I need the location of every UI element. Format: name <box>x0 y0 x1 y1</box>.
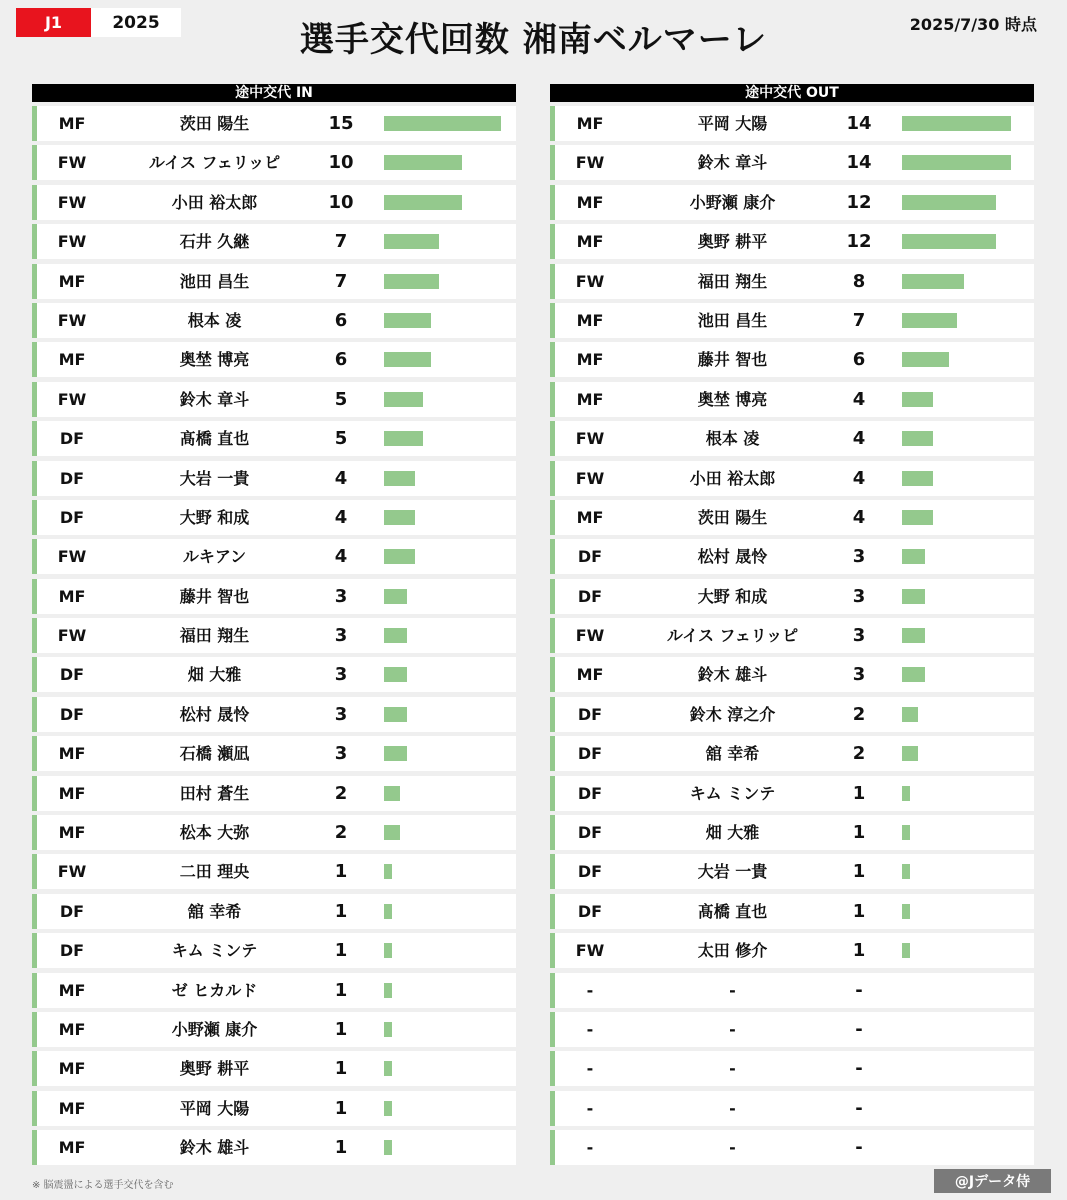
player-name: 藤井 智也 <box>179 586 250 606</box>
count-label: - <box>855 1097 863 1119</box>
sub-out-row <box>550 500 1034 535</box>
sub-out-row <box>550 815 1034 850</box>
count-label: 2 <box>334 822 348 844</box>
sub-in-bar <box>384 352 431 367</box>
sub-out-row <box>550 973 1034 1008</box>
sub-in-row <box>32 224 516 259</box>
sub-in-row <box>32 657 516 692</box>
count-label: - <box>855 1137 863 1159</box>
count-label: 1 <box>852 940 866 962</box>
sub-in-bar <box>384 943 392 958</box>
sub-out-row <box>550 421 1034 456</box>
sub-out-row <box>550 224 1034 259</box>
sub-in-bar <box>384 274 439 289</box>
count-label: 3 <box>334 585 348 607</box>
player-name: 鈴木 章斗 <box>179 389 250 409</box>
sub-out-row <box>550 1091 1034 1126</box>
sub-out-row <box>550 264 1034 299</box>
panel-sub-in <box>32 84 516 1170</box>
position-label: FW <box>575 626 605 646</box>
position-label: DF <box>59 665 85 685</box>
position-label: FW <box>57 310 87 330</box>
sub-in-row <box>32 1091 516 1126</box>
position-label: - <box>586 980 594 1000</box>
sub-in-row <box>32 579 516 614</box>
position-label: MF <box>576 310 604 330</box>
player-name: 舘 幸希 <box>705 744 760 764</box>
count-label: 4 <box>334 546 348 568</box>
player-name: 二田 理央 <box>179 862 250 882</box>
panel-sub-in-title: 途中交代 IN <box>32 84 516 102</box>
sub-in-bar <box>384 471 415 486</box>
count-label: 10 <box>328 152 354 174</box>
position-label: MF <box>58 1019 86 1039</box>
footnote: ※ 脳震盪による選手交代を含む <box>32 1180 174 1191</box>
count-label: 1 <box>334 940 348 962</box>
player-name: 田村 蒼生 <box>179 783 250 803</box>
sub-out-row <box>550 342 1034 377</box>
sub-in-bar <box>384 667 407 682</box>
player-name: 石井 久継 <box>179 232 250 252</box>
count-label: 2 <box>852 743 866 765</box>
sub-in-bar <box>384 510 415 525</box>
position-label: FW <box>57 192 87 212</box>
position-label: FW <box>575 941 605 961</box>
sub-out-row <box>550 618 1034 653</box>
player-name: - <box>729 1138 736 1158</box>
player-name: 奥野 耕平 <box>697 232 768 252</box>
position-label: DF <box>577 547 603 567</box>
panel-sub-out <box>550 84 1034 1170</box>
sub-out-bar <box>902 155 1011 170</box>
position-label: DF <box>577 744 603 764</box>
count-label: 3 <box>852 625 866 647</box>
player-name: 福田 翔生 <box>697 271 768 291</box>
season-badge: 2025 <box>91 8 181 37</box>
sub-in-row <box>32 933 516 968</box>
position-label: MF <box>58 114 86 133</box>
sub-out-row <box>550 776 1034 811</box>
count-label: 4 <box>334 506 348 528</box>
player-name: 松村 晟怜 <box>697 547 768 567</box>
sub-out-row <box>550 736 1034 771</box>
position-label: MF <box>576 232 604 252</box>
sub-out-row <box>550 894 1034 929</box>
sub-out-row <box>550 539 1034 574</box>
player-name: ルイス フェリッピ <box>148 153 281 173</box>
sub-in-bar <box>384 786 400 801</box>
sub-in-bar <box>384 234 439 249</box>
count-label: 3 <box>334 743 348 765</box>
player-name: - <box>729 1019 736 1039</box>
count-label: - <box>855 1018 863 1040</box>
sub-in-bar <box>384 983 392 998</box>
count-label: 3 <box>852 546 866 568</box>
position-label: MF <box>576 389 604 409</box>
position-label: MF <box>58 783 86 803</box>
sub-in-row <box>32 303 516 338</box>
sub-in-bar <box>384 1022 392 1037</box>
position-label: FW <box>57 547 87 567</box>
count-label: 10 <box>328 191 354 213</box>
count-label: 1 <box>852 822 866 844</box>
sub-in-bar <box>384 392 423 407</box>
sub-in-bar <box>384 155 462 170</box>
position-label: MF <box>58 1059 86 1079</box>
count-label: 7 <box>852 309 866 331</box>
player-name: 小野瀬 康介 <box>689 192 776 212</box>
sub-in-bar <box>384 589 407 604</box>
position-label: MF <box>58 823 86 843</box>
sub-in-bar <box>384 313 431 328</box>
player-name: 大岩 一貴 <box>697 862 768 882</box>
player-name: ゼ ヒカルド <box>171 980 258 1000</box>
sub-out-rows <box>550 106 1034 1165</box>
count-label: 4 <box>852 506 866 528</box>
sub-in-bar <box>384 195 462 210</box>
count-label: 3 <box>334 664 348 686</box>
player-name: 太田 修介 <box>697 941 768 961</box>
sub-out-row <box>550 145 1034 180</box>
sub-out-bar <box>902 116 1011 131</box>
player-name: 鈴木 章斗 <box>697 153 768 173</box>
position-label: DF <box>577 862 603 882</box>
position-label: FW <box>57 232 87 252</box>
sub-in-row <box>32 736 516 771</box>
sub-in-row <box>32 500 516 535</box>
player-name: 奥埜 博亮 <box>179 350 250 370</box>
position-label: FW <box>57 626 87 646</box>
position-label: DF <box>59 704 85 724</box>
count-label: 8 <box>852 270 866 292</box>
player-name: 髙橋 直也 <box>179 429 250 449</box>
sub-out-bar <box>902 707 918 722</box>
as-of-date: 2025/7/30 時点 <box>909 15 1037 34</box>
count-label: 3 <box>334 703 348 725</box>
sub-out-bar <box>902 943 910 958</box>
panel-sub-out-title: 途中交代 OUT <box>550 84 1034 102</box>
player-name: 根本 凌 <box>705 429 760 449</box>
player-name: 舘 幸希 <box>187 901 242 921</box>
count-label: 1 <box>334 1018 348 1040</box>
sub-out-row <box>550 1130 1034 1165</box>
position-label: MF <box>576 350 604 370</box>
player-name: 大野 和成 <box>179 507 250 527</box>
sub-in-row <box>32 776 516 811</box>
player-name: キム ミンテ <box>689 783 776 803</box>
player-name: 平岡 大陽 <box>697 114 768 133</box>
sub-in-rows <box>32 106 516 1165</box>
position-label: MF <box>576 665 604 685</box>
count-label: 14 <box>846 113 872 134</box>
count-label: 3 <box>852 585 866 607</box>
sub-out-row <box>550 697 1034 732</box>
count-label: 7 <box>334 231 348 253</box>
player-name: - <box>729 1098 736 1118</box>
sub-out-row <box>550 382 1034 417</box>
player-name: 鈴木 雄斗 <box>179 1138 250 1158</box>
count-label: - <box>855 1058 863 1080</box>
position-label: MF <box>58 744 86 764</box>
player-name: 福田 翔生 <box>179 626 250 646</box>
sub-in-bar <box>384 1140 392 1155</box>
position-label: DF <box>59 901 85 921</box>
player-name: - <box>729 980 736 1000</box>
position-label: DF <box>577 901 603 921</box>
sub-out-bar <box>902 667 925 682</box>
sub-in-row <box>32 618 516 653</box>
sub-out-row <box>550 1012 1034 1047</box>
sub-in-row <box>32 1130 516 1165</box>
player-name: 大野 和成 <box>697 586 768 606</box>
position-label: DF <box>577 823 603 843</box>
sub-out-row <box>550 185 1034 220</box>
sub-out-row <box>550 106 1034 141</box>
position-label: FW <box>57 153 87 173</box>
player-name: キム ミンテ <box>171 941 258 961</box>
position-label: DF <box>59 429 85 449</box>
position-label: MF <box>576 192 604 212</box>
sub-out-bar <box>902 352 949 367</box>
count-label: 15 <box>328 113 354 134</box>
count-label: 14 <box>846 152 872 174</box>
sub-out-bar <box>902 471 933 486</box>
count-label: 1 <box>852 782 866 804</box>
position-label: - <box>586 1059 594 1079</box>
position-label: FW <box>57 389 87 409</box>
sub-in-row <box>32 815 516 850</box>
player-name: 畑 大雅 <box>705 823 760 843</box>
position-label: MF <box>576 114 604 133</box>
player-name: 松村 晟怜 <box>179 704 250 724</box>
sub-in-row <box>32 421 516 456</box>
count-label: 1 <box>334 1097 348 1119</box>
player-name: 小田 裕太郎 <box>689 468 776 488</box>
count-label: 7 <box>334 270 348 292</box>
position-label: MF <box>58 1138 86 1158</box>
sub-out-bar <box>902 786 910 801</box>
count-label: 6 <box>334 349 348 371</box>
player-name: 茨田 陽生 <box>179 114 250 133</box>
credit-badge: @Jデータ侍 <box>934 1169 1051 1193</box>
count-label: 12 <box>846 231 872 253</box>
sub-out-bar <box>902 234 996 249</box>
sub-out-row <box>550 461 1034 496</box>
count-label: 4 <box>852 467 866 489</box>
sub-in-row <box>32 145 516 180</box>
sub-in-row <box>32 854 516 889</box>
sub-in-row <box>32 973 516 1008</box>
player-name: - <box>729 1059 736 1079</box>
player-name: 奥埜 博亮 <box>697 389 768 409</box>
position-label: DF <box>59 941 85 961</box>
position-label: DF <box>59 468 85 488</box>
sub-in-row <box>32 106 516 141</box>
sub-out-bar <box>902 864 910 879</box>
sub-out-bar <box>902 195 996 210</box>
sub-out-bar <box>902 746 918 761</box>
count-label: 12 <box>846 191 872 213</box>
player-name: 根本 凌 <box>187 310 242 330</box>
sub-in-bar <box>384 864 392 879</box>
count-label: 5 <box>334 428 348 450</box>
sub-in-row <box>32 697 516 732</box>
position-label: - <box>586 1098 594 1118</box>
count-label: - <box>855 979 863 1001</box>
sub-in-bar <box>384 707 407 722</box>
position-label: - <box>586 1138 594 1158</box>
sub-in-row <box>32 539 516 574</box>
sub-in-row <box>32 264 516 299</box>
sub-out-bar <box>902 549 925 564</box>
player-name: 池田 昌生 <box>697 310 768 330</box>
player-name: 平岡 大陽 <box>179 1098 250 1118</box>
page-title: 選手交代回数 湘南ベルマーレ <box>299 20 768 60</box>
sub-in-bar <box>384 746 407 761</box>
position-label: FW <box>575 153 605 173</box>
sub-out-bar <box>902 274 964 289</box>
count-label: 2 <box>334 782 348 804</box>
sub-in-row <box>32 382 516 417</box>
player-name: 藤井 智也 <box>697 350 768 370</box>
sub-out-row <box>550 854 1034 889</box>
count-label: 1 <box>852 900 866 922</box>
sub-out-bar <box>902 313 957 328</box>
count-label: 4 <box>852 388 866 410</box>
count-label: 1 <box>334 900 348 922</box>
count-label: 1 <box>852 861 866 883</box>
count-label: 2 <box>852 703 866 725</box>
player-name: 奥野 耕平 <box>179 1059 250 1079</box>
sub-in-row <box>32 1051 516 1086</box>
sub-in-bar <box>384 1101 392 1116</box>
player-name: ルイス フェリッピ <box>666 626 799 646</box>
sub-out-row <box>550 303 1034 338</box>
count-label: 3 <box>852 664 866 686</box>
sub-in-bar <box>384 904 392 919</box>
position-label: MF <box>58 271 86 291</box>
player-name: 茨田 陽生 <box>697 507 768 527</box>
sub-in-bar <box>384 825 400 840</box>
player-name: 髙橋 直也 <box>697 901 768 921</box>
sub-out-row <box>550 657 1034 692</box>
player-name: 大岩 一貴 <box>179 468 250 488</box>
player-name: 石橋 瀬凪 <box>179 744 250 764</box>
position-label: MF <box>576 507 604 527</box>
position-label: MF <box>58 980 86 1000</box>
sub-out-bar <box>902 589 925 604</box>
sub-in-bar <box>384 628 407 643</box>
sub-out-bar <box>902 628 925 643</box>
sub-in-bar <box>384 431 423 446</box>
count-label: 4 <box>334 467 348 489</box>
sub-out-bar <box>902 825 910 840</box>
position-label: DF <box>577 586 603 606</box>
player-name: 小野瀬 康介 <box>171 1019 258 1039</box>
position-label: FW <box>575 271 605 291</box>
count-label: 6 <box>334 309 348 331</box>
sub-out-row <box>550 1051 1034 1086</box>
player-name: 小田 裕太郎 <box>171 192 258 212</box>
position-label: FW <box>57 862 87 882</box>
count-label: 6 <box>852 349 866 371</box>
sub-out-bar <box>902 510 933 525</box>
position-label: MF <box>58 1098 86 1118</box>
count-label: 1 <box>334 979 348 1001</box>
sub-in-row <box>32 1012 516 1047</box>
league-badge: J1 <box>16 8 91 37</box>
player-name: 畑 大雅 <box>187 665 242 685</box>
count-label: 5 <box>334 388 348 410</box>
sub-in-bar <box>384 116 501 131</box>
position-label: DF <box>577 783 603 803</box>
sub-in-bar <box>384 1061 392 1076</box>
player-name: 鈴木 淳之介 <box>689 704 776 724</box>
sub-out-bar <box>902 431 933 446</box>
player-name: ルキアン <box>182 547 247 567</box>
count-label: 1 <box>334 1137 348 1159</box>
sub-in-bar <box>384 549 415 564</box>
sub-in-row <box>32 342 516 377</box>
sub-out-row <box>550 579 1034 614</box>
position-label: FW <box>575 468 605 488</box>
count-label: 1 <box>334 1058 348 1080</box>
position-label: - <box>586 1019 594 1039</box>
position-label: MF <box>58 586 86 606</box>
sub-out-row <box>550 933 1034 968</box>
count-label: 1 <box>334 861 348 883</box>
player-name: 鈴木 雄斗 <box>697 665 768 685</box>
player-name: 池田 昌生 <box>179 271 250 291</box>
count-label: 3 <box>334 625 348 647</box>
sub-in-row <box>32 185 516 220</box>
sub-in-row <box>32 894 516 929</box>
count-label: 4 <box>852 428 866 450</box>
position-label: DF <box>577 704 603 724</box>
player-name: 松本 大弥 <box>179 823 250 843</box>
sub-out-bar <box>902 392 933 407</box>
position-label: FW <box>575 429 605 449</box>
position-label: DF <box>59 507 85 527</box>
position-label: MF <box>58 350 86 370</box>
sub-in-row <box>32 461 516 496</box>
sub-out-bar <box>902 904 910 919</box>
